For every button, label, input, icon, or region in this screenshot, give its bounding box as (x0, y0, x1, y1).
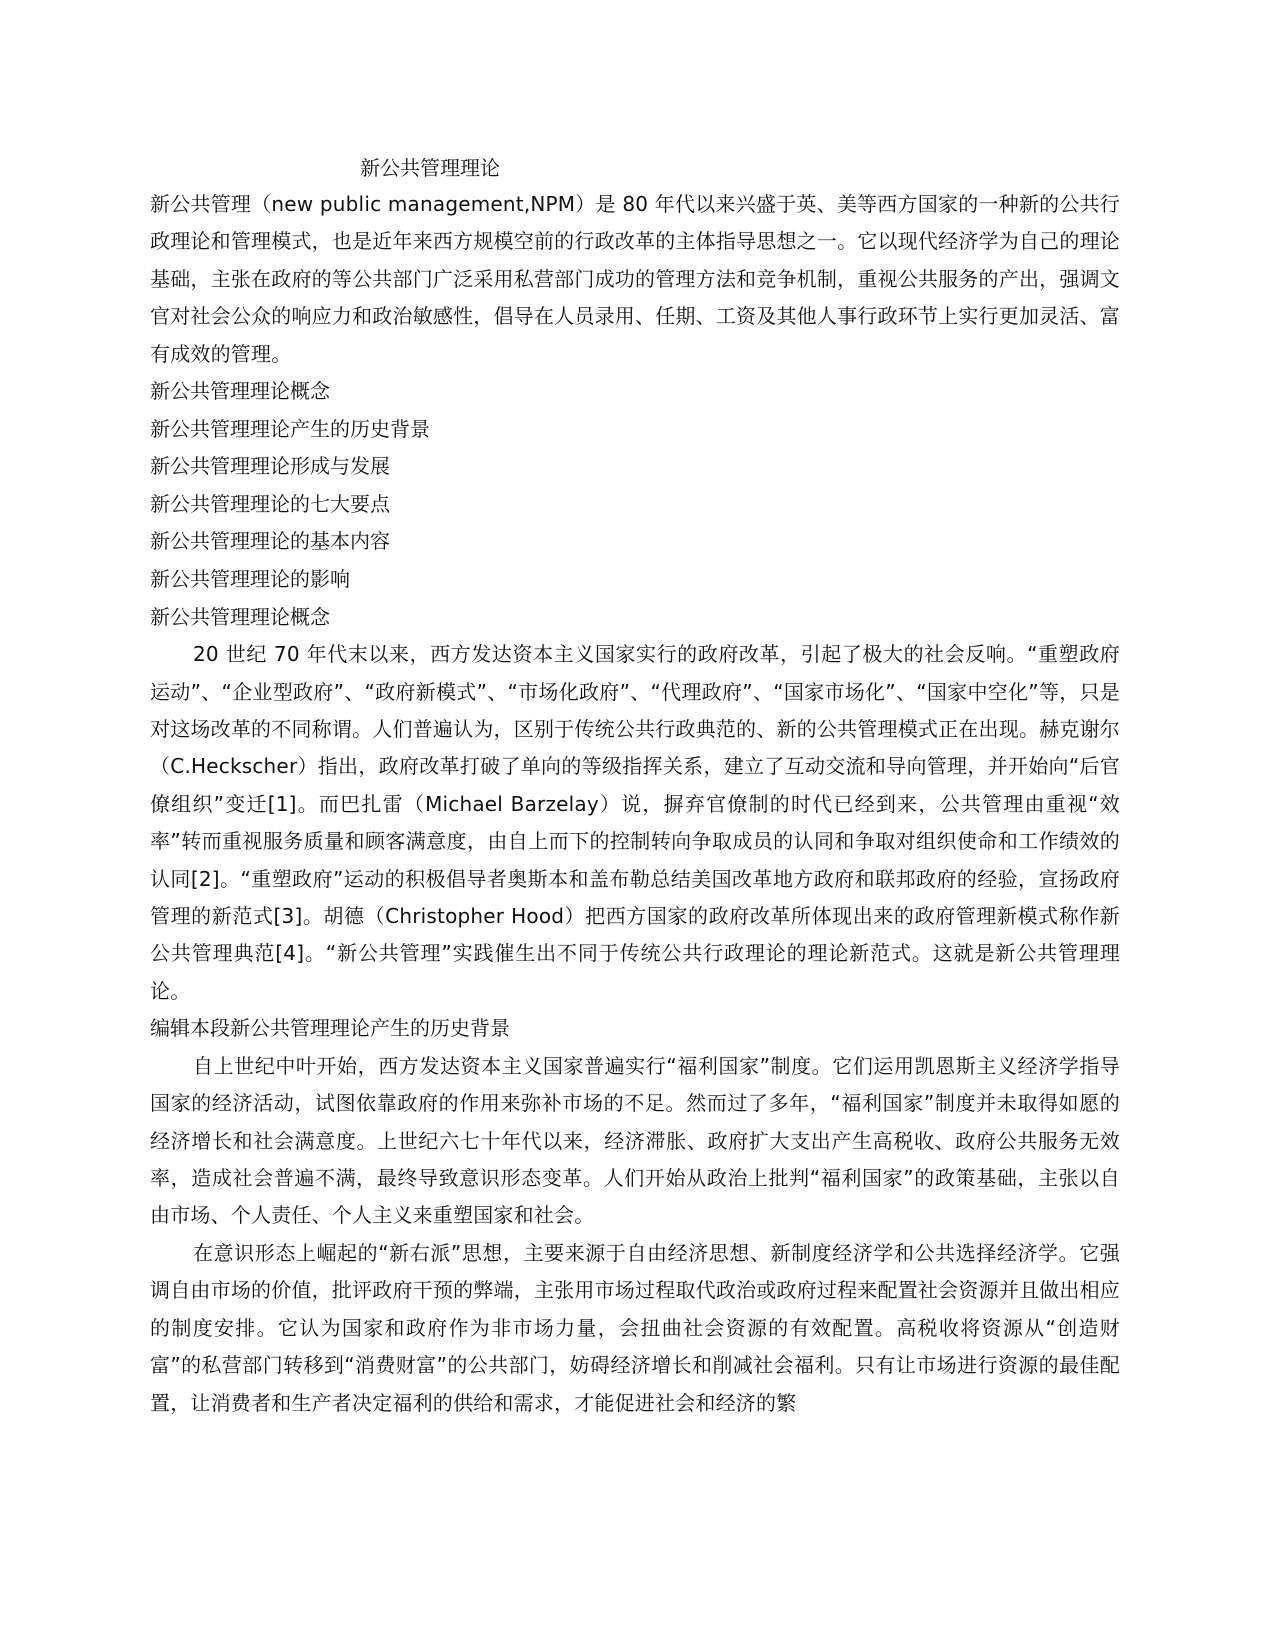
toc-item-development: 新公共管理理论形成与发展 (150, 454, 390, 479)
section-heading-concept: 新公共管理理论概念 (150, 604, 330, 629)
section-background-paragraph-1: 自上世纪中叶开始，西方发达资本主义国家普遍实行“福利国家”制度。它们运用凯恩斯主义经济学指导国家的经济活动，试图依靠政府的作用来弥补市场的不足。然而过了多年，“福利国家”制度并未取得如愿的经济增长和社会满意度。上世纪六七十年代以来，经济滞胀、政府扩大支出产生高税收、政府公共服务无效率，造成社会普遍不满，最终导致意识形态变革。人们开始从政治上批判“福利国家”的政策基础，主张以自由市场、个人责任、个人主义来重塑国家和社会。 (150, 1053, 1120, 1228)
toc-item-seven-points: 新公共管理理论的七大要点 (150, 491, 390, 516)
intro-paragraph: 新公共管理（new public management,NPM）是 80 年代以来兴盛于英、美等西方国家的一种新的公共行政理论和管理模式，也是近年来西方规模空前的行政改革的主体指导思想之一。它以现代经济学为自己的理论基础，主张在政府的等公共部门广泛采用私营部门成功的管理方法和竞争机制，重视公共服务的产出，强调文官对社会公众的响应力和政治敏感性，倡导在人员录用、任期、工资及其他人事行政环节上实行更加灵活、富有成效的管理。 (150, 192, 1120, 366)
table-of-contents (150, 373, 1120, 599)
section-concept-body: 20 世纪 70 年代末以来，西方发达资本主义国家实行的政府改革，引起了极大的社会反响。“重塑政府运动”、“企业型政府”、“政府新模式”、“市场化政府”、“代理政府”、“国家市场化”、“国家中空化”等，只是对这场改革的不同称谓。人们普遍认为，区别于传统公共行政典范的、新的公共管理模式正在出现。赫克谢尔（C.Heckscher）指出，政府改革打破了单向的等级指挥关系，建立了互动交流和导向管理，并开始向“后官僚组织”变迁[1]。而巴扎雷（Michael Barzelay）说，摒弃官僚制的时代已经到来，公共管理由重视“效率”转而重视服务质量和顾客满意度，由自上而下的控制转向争取成员的认同和争取对组织使命和工作绩效的认同[2]。“重塑政府”运动的积极倡导者奥斯本和盖布勒总结美国改革地方政府和联邦政府的经验，宣扬政府管理的新范式[3]。胡德（Christopher Hood）把西方国家的政府改革所体现出来的政府管理新模式称作新公共管理典范[4]。“新公共管理”实践催生出不同于传统公共行政理论的理论新范式。这就是新公共管理理论。 (150, 642, 1120, 1003)
document-page (150, 150, 1120, 1422)
toc-item-background: 新公共管理理论产生的历史背景 (150, 416, 430, 441)
section-heading-background: 编辑本段新公共管理理论产生的历史背景 (150, 1016, 510, 1041)
toc-item-influence: 新公共管理理论的影响 (150, 567, 350, 591)
toc-item-concept: 新公共管理理论概念 (150, 379, 330, 404)
document-title: 新公共管理理论 (360, 156, 500, 180)
section-background-paragraph-2: 在意识形态上崛起的“新右派”思想，主要来源于自由经济思想、新制度经济学和公共选择经济学。它强调自由市场的价值，批评政府干预的弊端，主张用市场过程取代政治或政府过程来配置社会资源并且做出相应的制度安排。它认为国家和政府作为非市场力量，会扭曲社会资源的有效配置。高税收将资源从“创造财富”的私营部门转移到“消费财富”的公共部门，妨碍经济增长和削减社会福利。只有让市场进行资源的最佳配置，让消费者和生产者决定福利的供给和需求，才能促进社会和经济的繁 (150, 1240, 1120, 1415)
toc-item-basic-content: 新公共管理理论的基本内容 (150, 529, 390, 554)
